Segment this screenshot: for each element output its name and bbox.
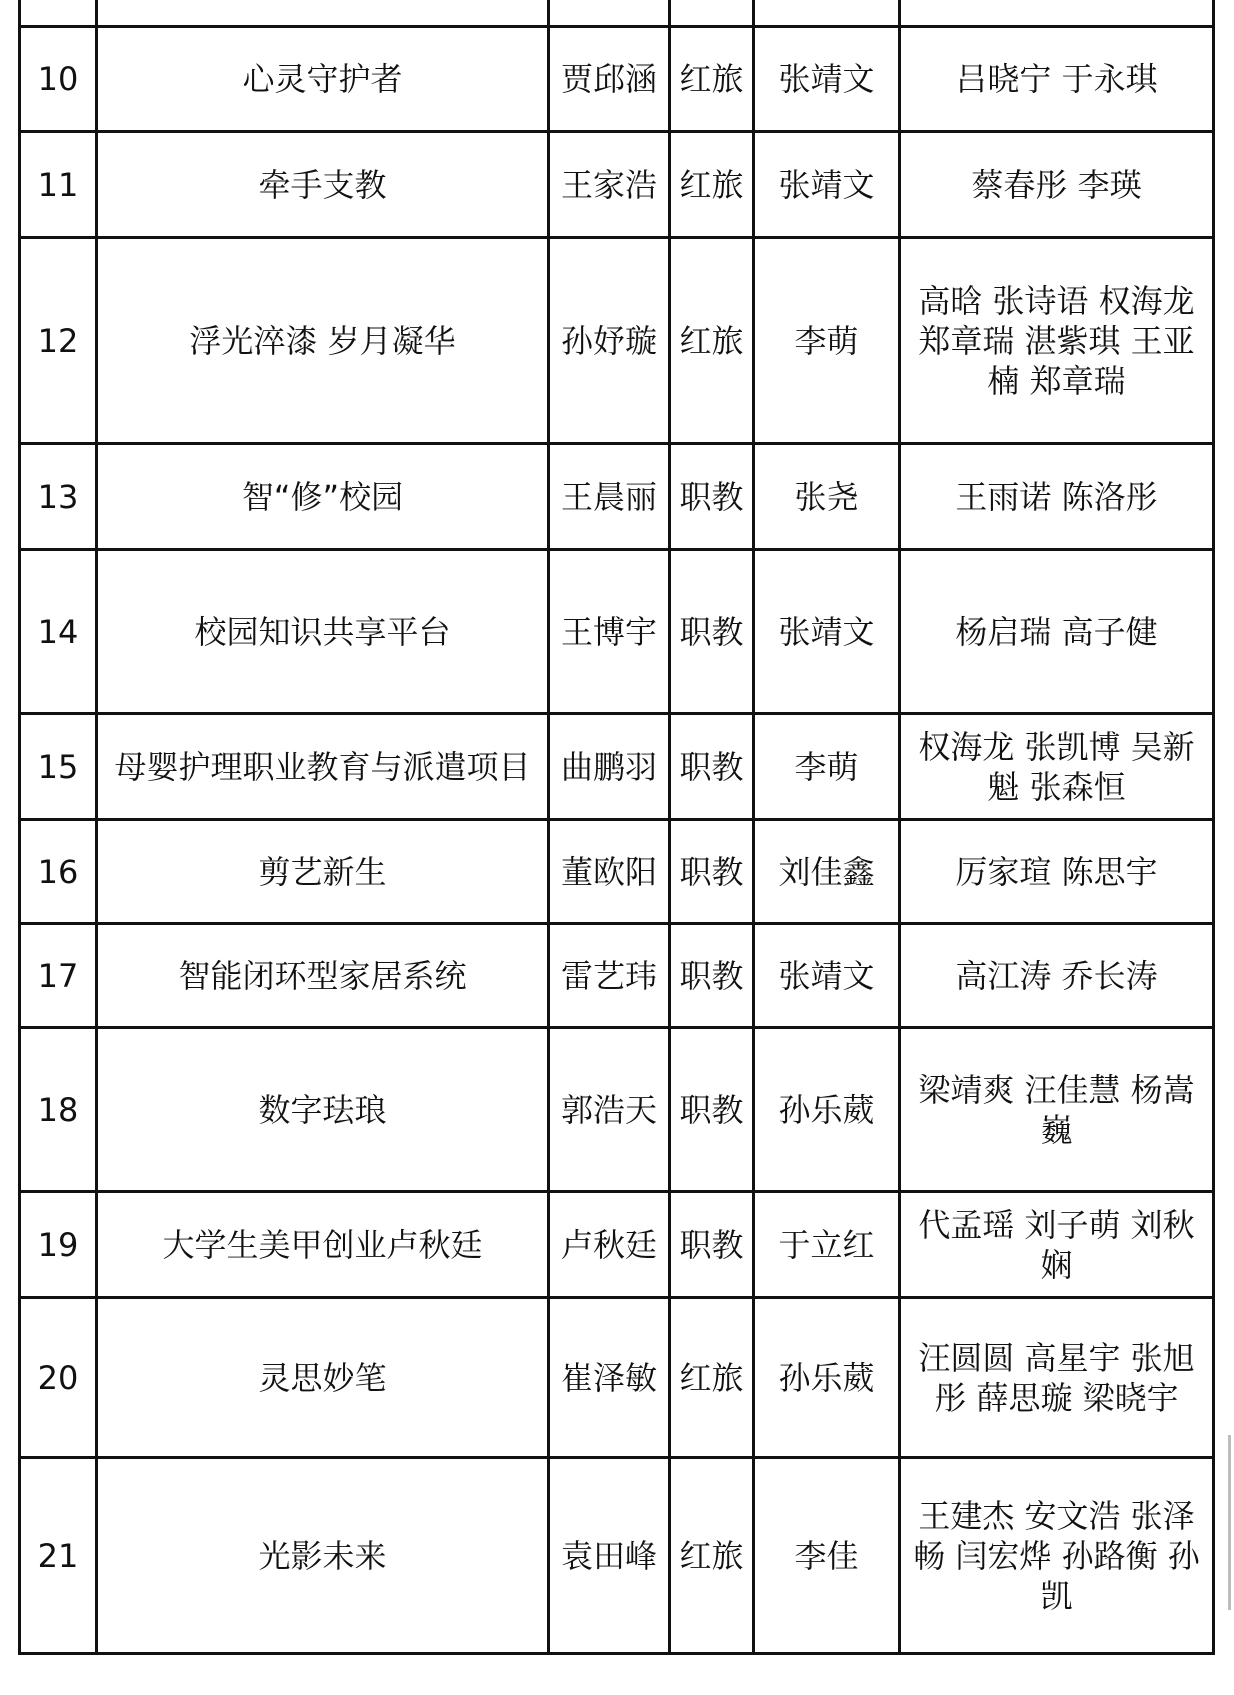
row-number: 10 xyxy=(20,27,97,132)
project-name: 大学生美甲创业卢秋廷 xyxy=(97,1192,549,1298)
table-row xyxy=(20,132,1214,238)
project-name: 智能闭环型家居系统 xyxy=(97,924,549,1028)
advisor-name: 于立红 xyxy=(754,1192,900,1298)
row-number: 17 xyxy=(20,924,97,1028)
leader-name: 卢秋廷 xyxy=(549,1192,670,1298)
member-names: 杨启瑞 高子健 xyxy=(900,550,1214,714)
table-row xyxy=(20,27,1214,132)
member-names: 梁靖爽 汪佳慧 杨嵩巍 xyxy=(900,1028,1214,1192)
track-name: 红旅 xyxy=(670,238,754,444)
track-name: 职教 xyxy=(670,1028,754,1192)
table-row xyxy=(20,1028,1214,1192)
row-number: 20 xyxy=(20,1298,97,1458)
table-row xyxy=(20,820,1214,924)
project-name: 母婴护理职业教育与派遣项目 xyxy=(97,714,549,820)
project-name: 灵思妙笔 xyxy=(97,1298,549,1458)
table-row xyxy=(20,550,1214,714)
leader-name: 曲鹏羽 xyxy=(549,714,670,820)
project-name: 浮光淬漆 岁月凝华 xyxy=(97,238,549,444)
project-roster-table xyxy=(18,0,1215,1655)
advisor-name: 李萌 xyxy=(754,238,900,444)
member-names: 蔡春彤 李瑛 xyxy=(900,132,1214,238)
row-number: 11 xyxy=(20,132,97,238)
row-number: 15 xyxy=(20,714,97,820)
row-number: 19 xyxy=(20,1192,97,1298)
leader-name: 王晨丽 xyxy=(549,444,670,550)
project-name: 数字珐琅 xyxy=(97,1028,549,1192)
table-row xyxy=(20,1458,1214,1654)
track-name: 职教 xyxy=(670,444,754,550)
row-number: 21 xyxy=(20,1458,97,1654)
member-names: 王建杰 安文浩 张泽畅 闫宏烨 孙路衡 孙凯 xyxy=(900,1458,1214,1654)
member-names: 高晗 张诗语 权海龙 郑章瑞 湛紫琪 王亚楠 郑章瑞 xyxy=(900,238,1214,444)
advisor-name: 刘佳鑫 xyxy=(754,820,900,924)
row-number: 14 xyxy=(20,550,97,714)
member-names: 厉家瑄 陈思宇 xyxy=(900,820,1214,924)
advisor-name: 李佳 xyxy=(754,1458,900,1654)
project-name: 剪艺新生 xyxy=(97,820,549,924)
advisor-name: 张靖文 xyxy=(754,132,900,238)
track-name: 红旅 xyxy=(670,27,754,132)
track-name: 职教 xyxy=(670,820,754,924)
advisor-name: 孙乐葳 xyxy=(754,1028,900,1192)
row-number: 18 xyxy=(20,1028,97,1192)
table-row xyxy=(20,714,1214,820)
table-row-partial xyxy=(20,0,1214,27)
member-names: 汪圆圆 高星宇 张旭彤 薛思璇 梁晓宇 xyxy=(900,1298,1214,1458)
track-name: 职教 xyxy=(670,924,754,1028)
member-names: 代孟瑶 刘子萌 刘秋娴 xyxy=(900,1192,1214,1298)
track-name: 职教 xyxy=(670,1192,754,1298)
leader-name: 王博宇 xyxy=(549,550,670,714)
project-name: 牵手支教 xyxy=(97,132,549,238)
row-number: 13 xyxy=(20,444,97,550)
leader-name: 雷艺玮 xyxy=(549,924,670,1028)
page-edge-mark xyxy=(1228,1435,1231,1610)
track-name: 职教 xyxy=(670,550,754,714)
advisor-name: 张尧 xyxy=(754,444,900,550)
table-row xyxy=(20,238,1214,444)
member-names: 高江涛 乔长涛 xyxy=(900,924,1214,1028)
table-row xyxy=(20,924,1214,1028)
table-row xyxy=(20,1298,1214,1458)
project-name: 光影未来 xyxy=(97,1458,549,1654)
project-name: 智“修”校园 xyxy=(97,444,549,550)
leader-name: 郭浩天 xyxy=(549,1028,670,1192)
member-names: 王雨诺 陈洛彤 xyxy=(900,444,1214,550)
advisor-name: 李萌 xyxy=(754,714,900,820)
leader-name: 孙妤璇 xyxy=(549,238,670,444)
track-name: 红旅 xyxy=(670,1458,754,1654)
track-name: 红旅 xyxy=(670,1298,754,1458)
project-name: 心灵守护者 xyxy=(97,27,549,132)
advisor-name: 孙乐葳 xyxy=(754,1298,900,1458)
track-name: 红旅 xyxy=(670,132,754,238)
advisor-name: 张靖文 xyxy=(754,924,900,1028)
member-names: 权海龙 张凯博 吴新魁 张森恒 xyxy=(900,714,1214,820)
leader-name: 袁田峰 xyxy=(549,1458,670,1654)
leader-name: 贾邱涵 xyxy=(549,27,670,132)
row-number: 12 xyxy=(20,238,97,444)
member-names: 吕晓宁 于永琪 xyxy=(900,27,1214,132)
leader-name: 董欧阳 xyxy=(549,820,670,924)
track-name: 职教 xyxy=(670,714,754,820)
row-number: 16 xyxy=(20,820,97,924)
leader-name: 崔泽敏 xyxy=(549,1298,670,1458)
advisor-name: 张靖文 xyxy=(754,550,900,714)
table-row xyxy=(20,1192,1214,1298)
table-row xyxy=(20,444,1214,550)
advisor-name: 张靖文 xyxy=(754,27,900,132)
project-name: 校园知识共享平台 xyxy=(97,550,549,714)
leader-name: 王家浩 xyxy=(549,132,670,238)
